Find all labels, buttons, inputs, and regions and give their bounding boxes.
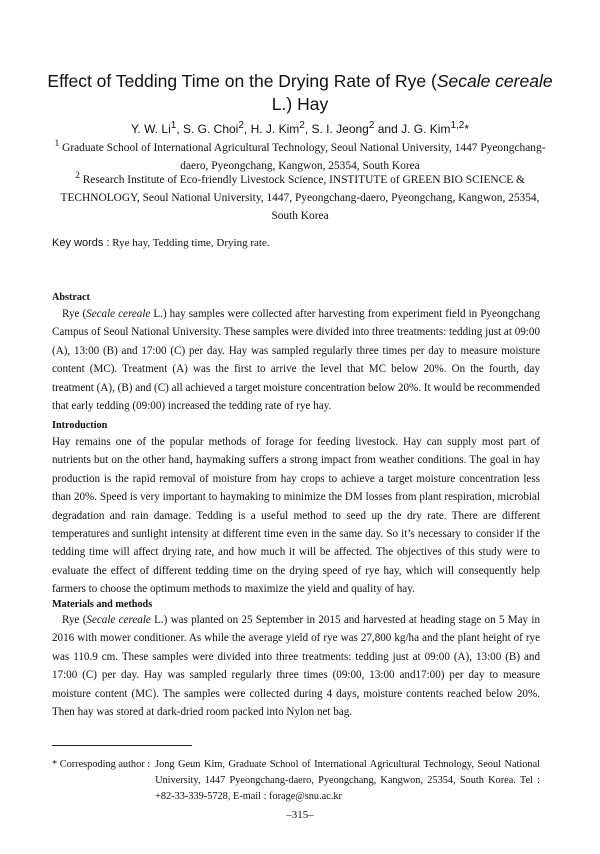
page-number: –315– [286, 809, 314, 821]
introduction-body: Hay remains one of the popular methods of forage for feeding livestock. Hay can supply most part of nutrients but on the other hand, haymaking suffers a strong impact from weather conditions. The goal in hay production is the rapid removal of moisture from hay crops to achieve a target moisture concentration less than 20%. Speed is very important to haymaking to minimize the DM losses from plant respiration, microbial degradation and rain damage. Tedding is a useful method to seed up the dry rate. There are different temperatures and sunlight intensity at different time even in the same day. So it’s necessary to consider if the tedding time will affect drying rate, and how much it will be affected. The objectives of this study were to evaluate the effect of different tedding time on the drying speed of rye hay, which will consequently help farmers to choose the optimum methods to maximize the yield and quality of hay. [52, 436, 540, 596]
author: S. I. Jeong [311, 122, 369, 136]
footnote [52, 757, 540, 805]
affiliation-2: $^2$ Research Institute of Eco-friendly Livestock Science, INSTITUTE of GREEN BIO SCIENCE & TECHNOLOGY, Seoul National University, 1447, Pyeongchang-daero, Pyeongchang, Kangwon, 25354, South Korea [60, 171, 540, 222]
keywords-value: Rye hay, Tedding time, Drying rate. [112, 237, 270, 249]
corresponding-mark: * [464, 122, 470, 136]
footnote-label: * Correspoding author : [52, 759, 151, 770]
paper-title: Effect of Tedding Time on the Drying Rate of Rye (Secale cereale L.) Hay [47, 71, 553, 114]
introduction-heading: Introduction [52, 420, 108, 431]
author: Y. W. Li [130, 122, 171, 136]
footnote-body: Jong Geun Kim, Graduate School of International Agricultural Technology, Seoul National University, 1447 Pyeongchang-daero, Pyeongchang, Kangwon, 25354, South Korea. Tel : +82-33-339-5728, E-mail : forage@snu.ac.kr [155, 759, 540, 802]
author: H. J. Kim [250, 122, 300, 136]
keywords [52, 237, 270, 249]
author-list: Y. W. Li$^1$, S. G. Choi$^2$, H. J. Kim$^2$, S. I. Jeong$^2$ and J. G. Kim$^{1,2}$* [130, 120, 470, 136]
keywords-label: Key words : [52, 237, 110, 249]
methods-body: Rye (Secale cereale L.) was planted on 25 September in 2015 and harvested at heading stage on 5 May in 2016 with mower conditioner. As while the average yield of rye was 27,800 kg/ha and the plant height of rye was 110.9 cm. These samples were divided into three treatments: tedding just at 09:00 (A), 13:00 (B) and 17:00 (C) per day. Hay was sampled regularly three times (09:00, 13:00 and17:00) per day to measure moisture content (MC). The samples were collected during 4 days, moisture contents reached below 20%. Then hay was stored at dark-dried room packed into Nylon net bag. [52, 614, 540, 719]
author: J. G. Kim [401, 122, 451, 136]
title-species: Secale cereale [436, 71, 553, 91]
affiliation-1: $^1$ Graduate School of International Agricultural Technology, Seoul National University, 1447 Pyeongchang-daero, Pyeongchang, Kangwon, 25354, South Korea [54, 139, 546, 172]
footnote-divider [52, 745, 192, 746]
abstract-heading: Abstract [52, 292, 90, 303]
abstract-body: Rye (Secale cereale L.) hay samples were collected after harvesting from experiment field in Pyeongchang Campus of Seoul National University. These samples were divided into three treatments: tedding just at 09:00 (A), 13:00 (B) and 17:00 (C) per day. Hay was sampled regularly three times per day to measure moisture content (MC). Treatment (A) was the first to arrive the level that MC below 20%. On the fourth, day treatment (A), (B) and (C) all achieved a target moisture concentration below 20%. It would be recommended that early tedding (09:00) increased the tedding rate of rye hay. [52, 308, 540, 413]
author: S. G. Choi [182, 122, 239, 136]
methods-heading: Materials and methods [52, 599, 153, 610]
